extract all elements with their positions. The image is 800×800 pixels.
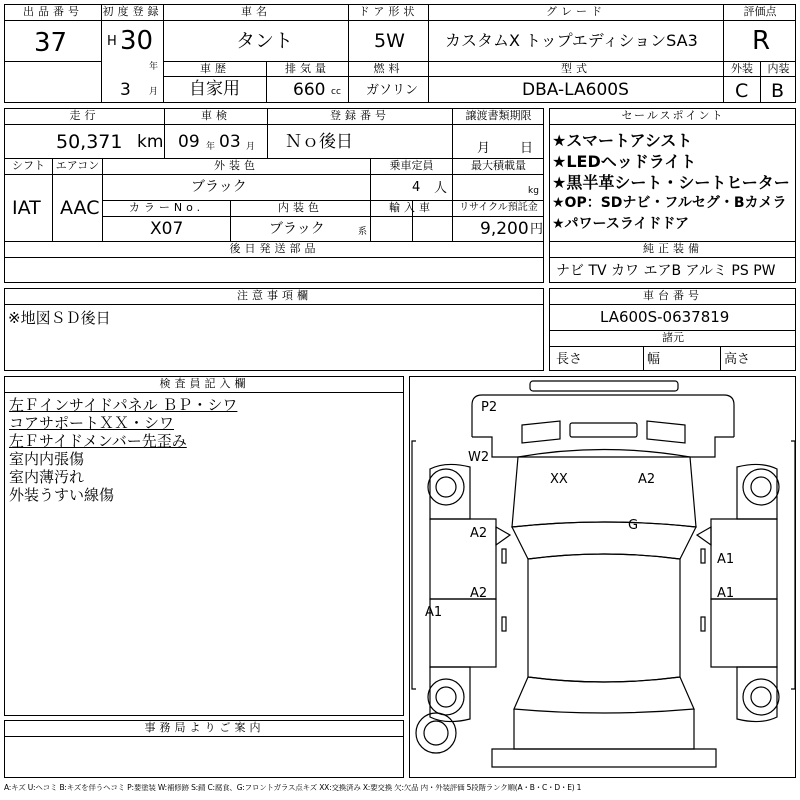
- inspection-year: 09: [178, 132, 200, 152]
- int-color: ブラック: [269, 221, 325, 237]
- transfer-month-unit: 月: [477, 141, 491, 156]
- history: 自家用: [189, 79, 240, 99]
- mileage-unit: km: [137, 132, 164, 152]
- sales-point-item: ★LEDヘッドライト: [552, 152, 697, 171]
- displacement-unit: cc: [331, 87, 341, 97]
- damage-mark: A2: [470, 586, 488, 601]
- color-no: X07: [150, 219, 184, 239]
- mileage: 50,371: [56, 131, 123, 153]
- car-name: タント: [236, 30, 294, 52]
- inspector-note: 左Ｆサイドメンバー先歪み: [9, 432, 187, 450]
- sales-point-item: ★黒半革シート・シートヒーター: [552, 173, 790, 192]
- damage-mark: W2: [468, 450, 490, 465]
- exterior-label: 外装: [731, 62, 753, 75]
- grade-label: グレード: [546, 5, 606, 18]
- notes-text: ※地図ＳＤ後日: [8, 309, 111, 327]
- damage-mark: A2: [470, 526, 488, 541]
- first-reg-label: 初度登録: [102, 5, 163, 18]
- recycle-unit: 円: [530, 222, 544, 237]
- shift: IAT: [12, 197, 41, 219]
- door-label: ドア形状: [358, 5, 419, 18]
- recycle-label: リサイクル預託金: [459, 202, 538, 213]
- equipment-label: 純正装備: [643, 242, 703, 255]
- aircon: AAC: [60, 197, 100, 219]
- damage-mark: A1: [425, 605, 443, 620]
- sales-points-label: セールスポイント: [621, 109, 725, 122]
- inspector-notes: [9, 396, 237, 504]
- model-code: DBA-LA600S: [522, 80, 629, 100]
- shift-label: シフト: [12, 159, 45, 172]
- fuel-label: 燃料: [373, 62, 404, 75]
- sales-points-list: [552, 130, 790, 235]
- recycle-fee: 9,200: [480, 219, 529, 239]
- transfer-day-unit: 日: [520, 141, 534, 156]
- capacity-unit: 人: [434, 181, 448, 196]
- transfer-doc-label: 譲渡書類期限: [465, 109, 532, 122]
- int-color-label: 内装色: [278, 201, 323, 214]
- dimensions-label: 諸元: [662, 331, 684, 344]
- interior-score: B: [771, 80, 785, 102]
- width-label: 幅: [647, 352, 661, 367]
- sales-point-item: ★スマートアシスト: [552, 131, 693, 150]
- era: H: [107, 34, 117, 49]
- car-diagram-section: [409, 376, 796, 778]
- score-label: 評価点: [743, 5, 777, 18]
- inspector-note: 左Ｆインサイドパネル ＢＰ・シワ: [9, 396, 238, 414]
- lot-number-label: 出品番号: [23, 5, 83, 18]
- footer-legend: A:キズ U:ヘコミ B:キズを伴うヘコミ P:要塗装 W:補修跡 S:錆 C:腐食、G:フロントガラス点キズ XX:交換済み X:要交換 欠:欠品 内・外装評価 5段階ランク順(A・B・C・D・E) 1: [4, 784, 582, 792]
- length-label: 長さ: [556, 352, 583, 367]
- inspection-month: 03: [219, 132, 241, 152]
- reg-month-unit: 月: [149, 87, 159, 97]
- max-load-label: 最大積載量: [471, 159, 526, 172]
- score: R: [752, 26, 771, 56]
- later-parts-label: 後日発送部品: [229, 242, 320, 255]
- capacity-label: 乗車定員: [389, 159, 434, 172]
- inspector-note: 室内内張傷: [9, 450, 85, 468]
- inspector-label: 検査員記入欄: [159, 377, 250, 390]
- reg-month: 3: [120, 80, 131, 100]
- notes-label: 注意事項欄: [237, 289, 312, 302]
- damage-mark: P2: [481, 400, 498, 415]
- capacity: 4: [412, 180, 421, 195]
- sales-point-item: ★OP：SDナビ・フルセグ・Bカメラ: [552, 195, 787, 211]
- inspector-note: 外装うすい線傷: [9, 486, 115, 504]
- registration: Ｎｏ後日: [285, 132, 353, 152]
- inspector-note: コアサポートＸＸ・シワ: [9, 414, 175, 432]
- interior-label: 内装: [767, 62, 790, 75]
- max-load-unit: kg: [528, 186, 539, 196]
- equipment-list: ナビ TV カワ エアB アルミ PS PW: [556, 263, 776, 279]
- displacement: 660: [293, 80, 326, 100]
- sales-point-item: ★パワースライドドア: [552, 216, 690, 232]
- aircon-label: エアコン: [55, 159, 100, 172]
- inspector-note: 室内薄汚れ: [9, 468, 85, 486]
- damage-mark: A1: [717, 586, 735, 601]
- ext-color: ブラック: [191, 179, 247, 195]
- damage-mark: XX: [550, 472, 568, 487]
- damage-mark: A1: [717, 552, 735, 567]
- inspection-label: 車検: [201, 109, 231, 122]
- mileage-label: 走行: [69, 109, 100, 122]
- damage-mark: A2: [638, 472, 656, 487]
- ext-color-label: 外装色: [214, 159, 259, 172]
- model-code-label: 型式: [561, 62, 591, 75]
- chassis-label: 車台番号: [643, 289, 703, 302]
- fuel: ガソリン: [366, 83, 419, 98]
- office-label: 事務局よりご案内: [144, 721, 265, 734]
- reg-year-unit: 年: [149, 62, 159, 72]
- grade: カスタムX トップエディションSA3: [445, 31, 698, 50]
- door: 5W: [374, 30, 405, 52]
- inspection-month-unit: 月: [246, 142, 256, 152]
- chassis-number: LA600S-0637819: [600, 308, 730, 326]
- height-label: 高さ: [724, 352, 751, 367]
- displacement-label: 排気量: [285, 62, 330, 75]
- car-name-label: 車名: [241, 5, 271, 18]
- car-diagram: [410, 377, 797, 779]
- exterior-score: C: [735, 80, 749, 102]
- int-color-unit: 系: [358, 227, 368, 237]
- import-label: 輸入車: [389, 201, 434, 214]
- color-no-label: カラーNo.: [128, 201, 205, 214]
- lot-number: 37: [34, 28, 68, 58]
- registration-label: 登録番号: [330, 109, 390, 122]
- inspection-year-unit: 年: [206, 142, 216, 152]
- reg-year: 30: [120, 26, 154, 56]
- history-label: 車歴: [200, 62, 230, 75]
- damage-mark: G: [628, 518, 639, 533]
